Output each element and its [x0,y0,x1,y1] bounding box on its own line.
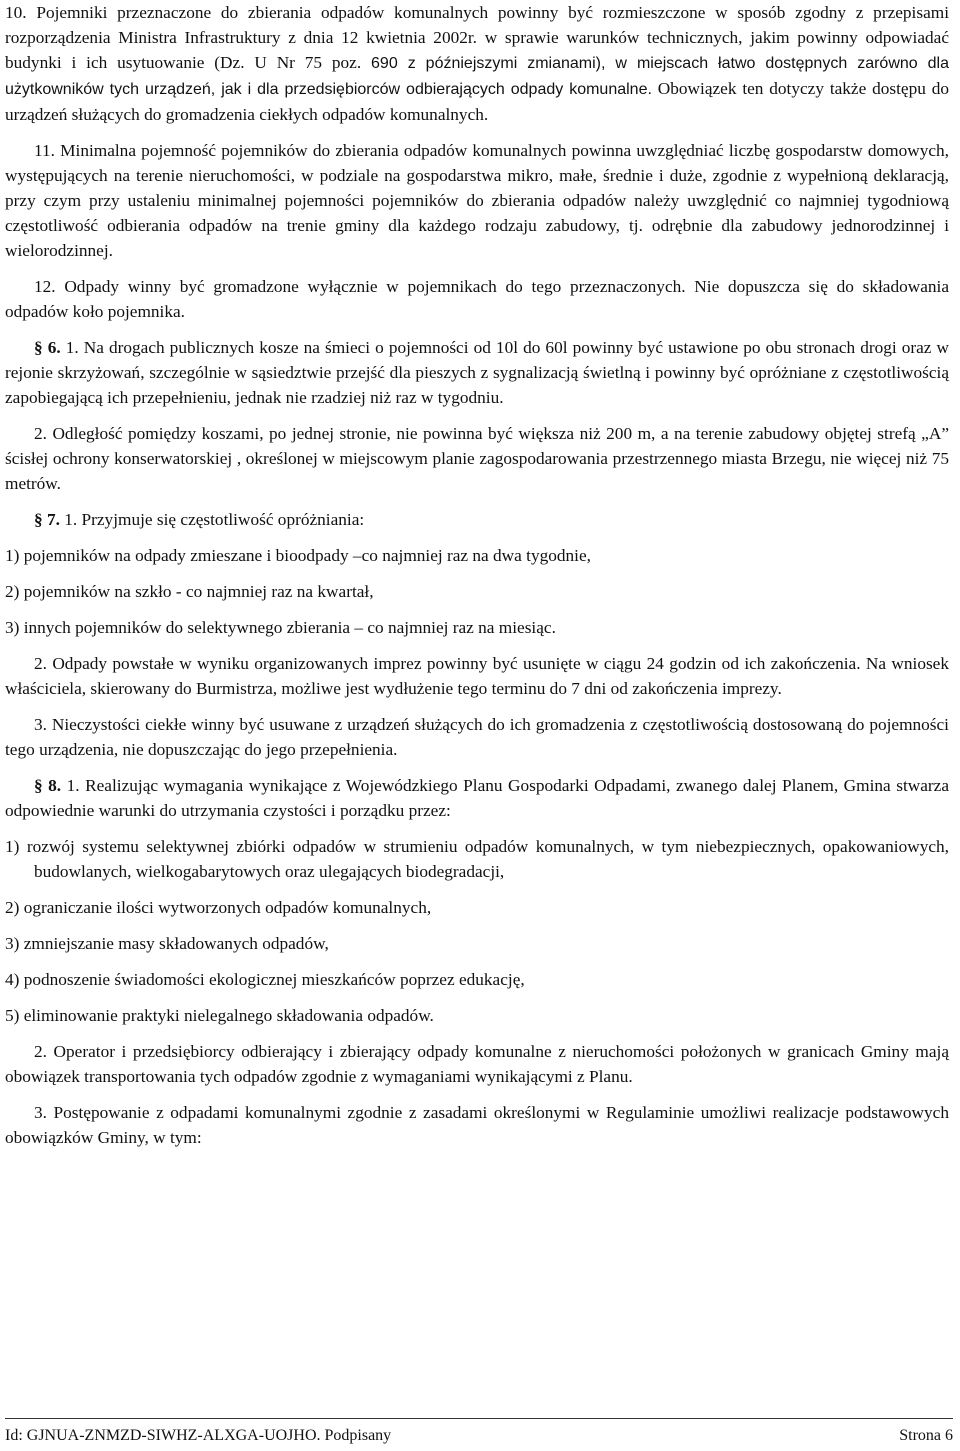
section-8-paragraph-1 [5,773,949,823]
paragraph-10-part-b: 690 z późniejszymi zmianami), w miejscach łatwo dostępnych zarówno dla użytkowników tych urządzeń, jak i dla przedsiębiorców odbierających odpady komunalne. [5,55,949,98]
paragraph-10 [5,0,949,127]
section-7-list-item-2: 2) pojemników na szkło - co najmniej raz na kwartał, [5,582,374,601]
section-7-paragraph-1 [5,507,949,532]
section-6-text-1: 1. Na drogach publicznych kosze na śmieci o pojemności od 10l do 60l powinny być ustawione po obu stronach drogi oraz w rejonie skrzyżowań, szczególnie w sąsiedztwie przejść dla pieszych z sygnalizacją świetlną i powinny być opróżniane z częstotliwością zapobiegającą ich przepełnieniu, jednak nie rzadziej niż raz w tygodniu. [5,338,950,407]
section-8-list-item-4: 4) podnoszenie świadomości ekologicznej mieszkańców poprzez edukację, [5,970,525,989]
page-footer [5,1426,953,1446]
section-7-label: § 7. [34,510,60,529]
section-6-paragraph-2: 2. Odległość pomiędzy koszami, po jednej stronie, nie powinna być większa niż 200 m, a na terenie zabudowy objętej strefą „A” ścisłej ochrony konserwatorskiej , określonej w miejscowym planie zagospodarowania przestrzennego miasta Brzegu, nie więcej niż 75 metrów. [5,424,949,493]
document-page [5,0,949,1150]
paragraph-12: 12. Odpady winny być gromadzone wyłącznie w pojemnikach do tego przeznaczonych. Nie dopuszcza się do składowania odpadów koło pojemnika. [5,277,949,321]
section-8-text-1: 1. Realizując wymagania wynikające z Wojewódzkiego Planu Gospodarki Odpadami, zwanego dalej Planem, Gmina stwarza odpowiednie warunki do utrzymania czystości i porządku przez: [5,776,950,820]
section-7-list-item-1: 1) pojemników na odpady zmieszane i bioodpady –co najmniej raz na dwa tygodnie, [5,546,591,565]
section-6-label: § 6. [34,338,61,357]
section-8-list-item-5: 5) eliminowanie praktyki nielegalnego składowania odpadów. [5,1006,434,1025]
section-6-paragraph-1 [5,335,949,410]
section-7-text-1: 1. Przyjmuje się częstotliwość opróżniania: [59,510,365,529]
section-8-list-item-3: 3) zmniejszanie masy składowanych odpadów, [5,934,329,953]
section-8-list-item-1: 1) rozwój systemu selektywnej zbiórki odpadów w strumieniu odpadów komunalnych, w tym niebezpiecznych, opakowaniowych, budowlanych, wielkogabarytowych oraz ulegających biodegradacji, [5,837,949,881]
section-7-list-item-3: 3) innych pojemników do selektywnego zbierania – co najmniej raz na miesiąc. [5,618,556,637]
section-8-list-item-2: 2) ograniczanie ilości wytworzonych odpadów komunalnych, [5,898,432,917]
section-7-paragraph-3: 3. Nieczystości ciekłe winny być usuwane z urządzeń służących do ich gromadzenia z częstotliwością dostosowaną do pojemności tego urządzenia, nie dopuszczając do jego przepełnienia. [5,715,949,759]
paragraph-10-part-a: 10. Pojemniki przeznaczone do zbierania odpadów komunalnych powinny być rozmieszczone w sposób zgodny z przepisami rozporządzenia Ministra Infrastruktury z dnia 12 kwietnia 2002r. w sprawie warunków technicznych, jakim powinny odpowiadać budynki i ich usytuowanie (Dz. U Nr 75 poz. [5,3,949,72]
footer-document-id: Id: GJNUA-ZNMZD-SIWHZ-ALXGA-UOJHO. Podpisany [5,1427,392,1444]
paragraph-11: 11. Minimalna pojemność pojemników do zbierania odpadów komunalnych powinna uwzględniać liczbę gospodarstw domowych, występujących na terenie nieruchomości, w podziale na gospodarstwa mikro, małe, średnie i duże, zgodnie z wypełnioną deklaracją, przy czym przy ustaleniu minimalnej pojemności pojemników do zbierania odpadów należy uwzględnić co najmniej tygodniową częstotliwość odbierania odpadów na trenie gminy dla każdego rodzaju zabudowy, tj. odrębnie dla zabudowy jednorodzinnej i wielorodzinnej. [5,141,949,260]
footer-page-number: Strona 6 [899,1427,953,1444]
section-8-label: § 8. [34,776,62,795]
footer-divider [5,1418,953,1419]
section-8-paragraph-3: 3. Postępowanie z odpadami komunalnymi zgodnie z zasadami określonymi w Regulaminie umożliwi realizacje podstawowych obowiązków Gminy, w tym: [5,1103,949,1147]
section-7-paragraph-2: 2. Odpady powstałe w wyniku organizowanych imprez powinny być usunięte w ciągu 24 godzin od ich zakończenia. Na wniosek właściciela, skierowany do Burmistrza, możliwe jest wydłużenie tego terminu do 7 dni od zakończenia imprezy. [5,654,949,698]
section-8-paragraph-2: 2. Operator i przedsiębiorcy odbierający i zbierający odpady komunalne z nieruchomości położonych w granicach Gminy mają obowiązek transportowania tych odpadów zgodnie z wymaganiami wynikającymi z Planu. [5,1042,949,1086]
paragraph-10-part-c: Obowiązek ten dotyczy także dostępu do urządzeń służących do gromadzenia ciekłych odpadów komunalnych. [5,79,949,124]
